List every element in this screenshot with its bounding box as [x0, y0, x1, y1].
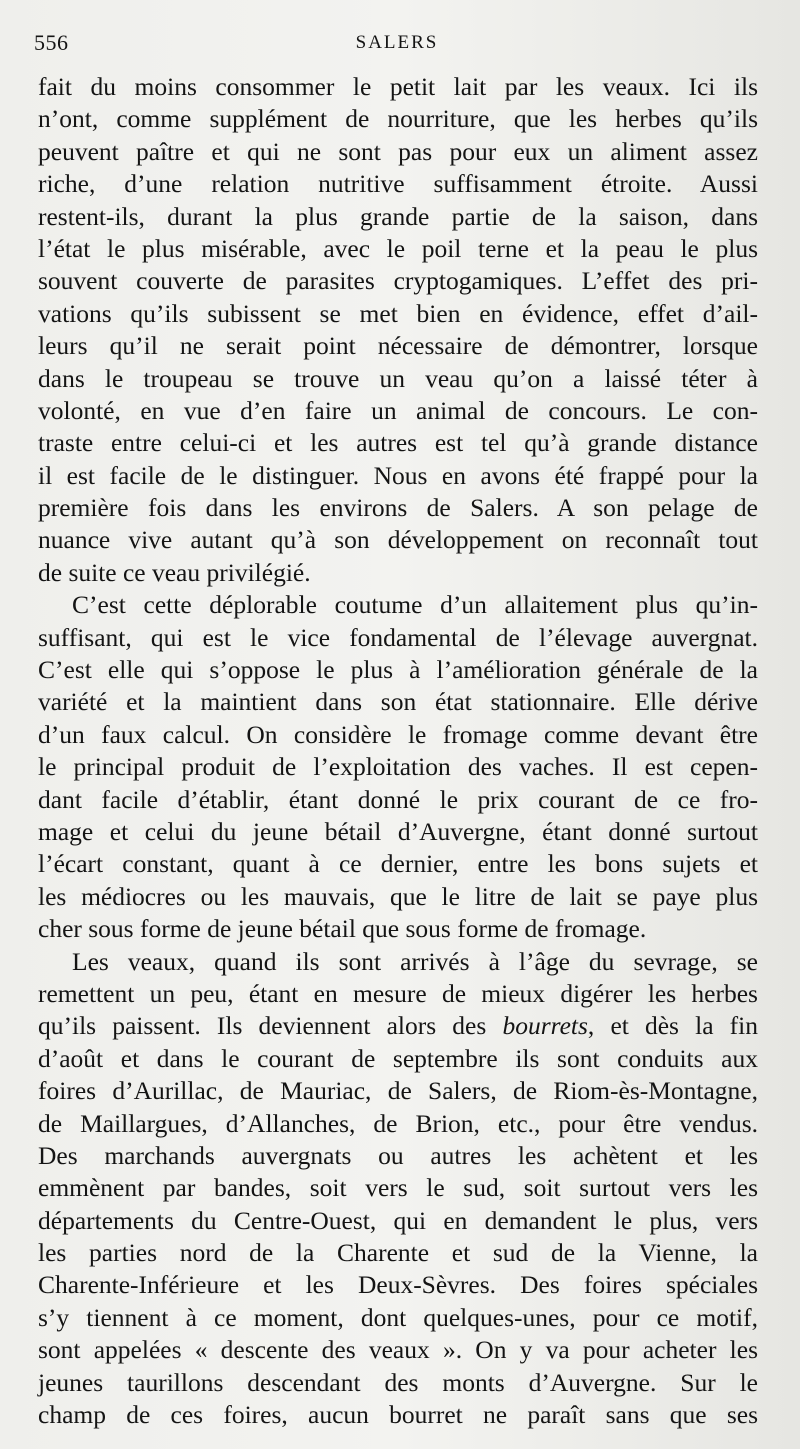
text-line: vations qu’ils subissent se met bien en évidence, effet d’ail- — [38, 298, 758, 328]
text-line: départements du Centre-Ouest, qui en demandent le plus, vers — [38, 1205, 758, 1235]
text-line: le principal produit de l’exploitation des vaches. Il est cepen- — [38, 752, 758, 782]
text-line: emmènent par bandes, soit vers le sud, soit surtout vers les — [38, 1173, 758, 1203]
text-line: de Maillargues, d’Allanches, de Brion, etc., pour être vendus. — [38, 1108, 758, 1138]
text-line: jeunes taurillons descendant des monts d’Auvergne. Sur le — [38, 1367, 758, 1397]
text-line: suffisant, qui est le vice fondamental de l’élevage auvergnat. — [38, 622, 758, 652]
paragraph-end-line: de suite ce veau privilégié. — [38, 557, 311, 587]
page-header — [34, 30, 760, 60]
text-line: Charente-Inférieure et les Deux-Sèvres. Des foires spéciales — [38, 1270, 758, 1300]
text-line: foires d’Aurillac, de Mauriac, de Salers, de Riom-ès-Montagne, — [38, 1076, 758, 1106]
text-line: mage et celui du jeune bétail d’Auvergne, étant donné surtout — [38, 816, 758, 846]
text-line: première fois dans les environs de Salers. A son pelage de — [38, 493, 758, 523]
text-line: dant facile d’établir, étant donné le prix courant de ce fro- — [38, 784, 758, 814]
text-line: champ de ces foires, aucun bourret ne paraît sans que ses — [38, 1400, 758, 1430]
paragraph-end-line: cher sous forme de jeune bétail que sous forme de fromage. — [38, 914, 647, 944]
text-line: peuvent paître et qui ne sont pas pour eux un aliment assez — [38, 136, 758, 166]
text-line: sont appelées « descente des veaux ». On y va pour acheter les — [38, 1335, 758, 1365]
paragraph-start-line: C’est cette déplorable coutume d’un allaitement plus qu’in- — [72, 590, 758, 620]
text-line: restent-ils, durant la plus grande partie de la saison, dans — [38, 201, 758, 231]
text-line: volonté, en vue d’en faire un animal de concours. Le con- — [38, 395, 758, 425]
running-title: SALERS — [355, 32, 439, 53]
text-line: fait du moins consommer le petit lait par les veaux. Ici ils — [38, 72, 758, 101]
text-segment: qu’ils paissent. Ils deviennent alors des — [38, 1011, 503, 1041]
text-line: dans le troupeau se trouve un veau qu’on a laissé téter à — [38, 363, 758, 393]
text-line: l’écart constant, quant à ce dernier, entre les bons sujets et — [38, 849, 758, 879]
text-line: remettent un peu, étant en mesure de mieux digérer les herbes — [38, 978, 758, 1008]
page-number: 556 — [34, 30, 69, 55]
text-line: riche, d’une relation nutritive suffisamment étroite. Aussi — [38, 169, 758, 199]
paragraph-start-line: Les veaux, quand ils sont arrivés à l’âge du sevrage, se — [72, 946, 758, 976]
text-line: d’un faux calcul. On considère le fromage comme devant être — [38, 719, 758, 749]
text-line: leurs qu’il ne serait point nécessaire de démontrer, lorsque — [38, 331, 758, 361]
text-line: les parties nord de la Charente et sud de la Vienne, la — [38, 1238, 758, 1268]
text-line: d’août et dans le courant de septembre ils sont conduits aux — [38, 1043, 758, 1073]
text-line: s’y tiennent à ce moment, dont quelques-unes, pour ce motif, — [38, 1302, 758, 1332]
text-line: nuance vive autant qu’à son développement on reconnaît tout — [38, 525, 758, 555]
text-line: traste entre celui-ci et les autres est tel qu’à grande distance — [38, 428, 758, 458]
text-line: C’est elle qui s’oppose le plus à l’amélioration générale de la — [38, 655, 758, 685]
text-line: variété et la maintient dans son état stationnaire. Elle dérive — [38, 687, 758, 717]
text-line-with-italic — [38, 1010, 758, 1042]
text-line: Des marchands auvergnats ou autres les achètent et les — [38, 1140, 758, 1170]
text-line: les médiocres ou les mauvais, que le litre de lait se paye plus — [38, 881, 758, 911]
text-segment: , et dès la fin — [587, 1011, 759, 1041]
text-line: n’ont, comme supplément de nourriture, que les herbes qu’ils — [38, 104, 758, 134]
text-line: souvent couverte de parasites cryptogamiques. L’effet des pri- — [38, 266, 758, 296]
text-line: l’état le plus misérable, avec le poil terne et la peau le plus — [38, 233, 758, 263]
text-line: il est facile de le distinguer. Nous en avons été frappé pour la — [38, 460, 758, 490]
italic-term-bourrets: bourrets — [502, 1011, 588, 1041]
body-text — [38, 71, 758, 1431]
